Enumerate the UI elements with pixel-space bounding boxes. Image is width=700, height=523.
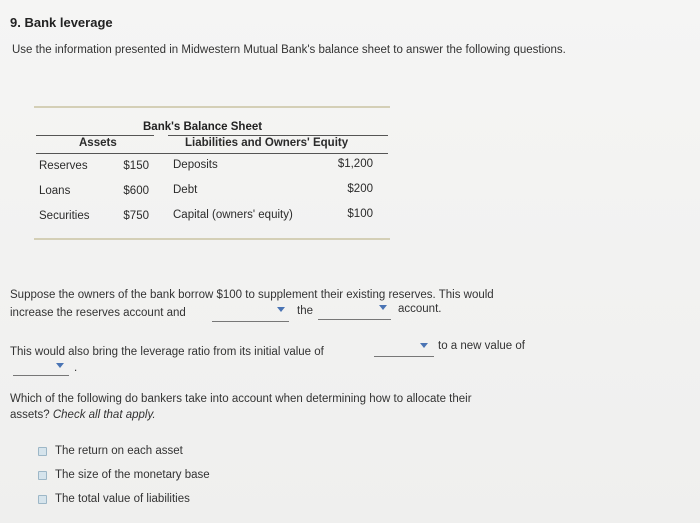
balance-sheet-header-rule: [36, 153, 388, 154]
question-intro: Use the information presented in Midwestern Mutual Bank's balance sheet to answer the following questions.: [12, 44, 566, 56]
part3-question-line2: [10, 409, 156, 421]
liability-label: Capital (owners' equity): [173, 209, 293, 221]
asset-label: Loans: [39, 185, 71, 197]
checkbox-option[interactable]: [38, 493, 190, 505]
checkbox-option-label: The size of the monetary base: [55, 469, 210, 481]
balance-sheet-bottom-rule: [34, 238, 390, 240]
part1-line1: Suppose the owners of the bank borrow $100 to supplement their existing reserves. This would: [10, 289, 494, 301]
part1-end-word: account.: [398, 303, 442, 315]
dropdown-underline: [374, 356, 434, 357]
liability-label: Debt: [173, 184, 198, 196]
part3-question-line2-start: assets?: [10, 409, 50, 421]
part3-question-line1: Which of the following do bankers take into account when determining how to allocate their: [10, 393, 472, 405]
asset-value: $150: [123, 160, 149, 172]
chevron-down-icon[interactable]: [379, 305, 387, 310]
chevron-down-icon[interactable]: [277, 307, 285, 312]
asset-value: $750: [123, 210, 149, 222]
checkbox-option-label: The total value of liabilities: [55, 493, 190, 505]
part2-text-start: This would also bring the leverage ratio from its initial value of: [10, 346, 324, 358]
chevron-down-icon[interactable]: [420, 343, 428, 348]
asset-label: Reserves: [39, 160, 88, 172]
dropdown-underline: [13, 375, 69, 376]
assets-header: Assets: [79, 137, 117, 149]
checkbox[interactable]: [38, 447, 47, 456]
balance-sheet-title-underline-right: [168, 135, 388, 136]
balance-sheet-title: Bank's Balance Sheet: [143, 121, 263, 133]
balance-sheet-title-underline-left: [36, 135, 154, 136]
checkbox[interactable]: [38, 471, 47, 480]
liability-value: $200: [347, 183, 373, 195]
part2-period: .: [74, 362, 78, 374]
liability-label: Deposits: [173, 159, 218, 171]
checkbox-option[interactable]: [38, 445, 183, 457]
checkbox[interactable]: [38, 495, 47, 504]
question-title: 9. Bank leverage: [10, 15, 113, 30]
balance-sheet-top-rule: [34, 106, 390, 108]
part1-line2-start: increase the reserves account and: [10, 307, 186, 319]
liabilities-header: Liabilities and Owners' Equity: [185, 137, 349, 149]
checkbox-option[interactable]: [38, 469, 210, 481]
part2-text-mid: to a new value of: [438, 340, 525, 352]
dropdown-underline: [212, 321, 289, 322]
dropdown-underline: [318, 319, 391, 320]
part1-mid-word: the: [297, 305, 313, 317]
chevron-down-icon[interactable]: [56, 363, 64, 368]
asset-label: Securities: [39, 210, 90, 222]
part3-instruction: Check all that apply.: [52, 409, 156, 421]
checkbox-option-label: The return on each asset: [55, 445, 183, 457]
asset-value: $600: [123, 185, 149, 197]
liability-value: $1,200: [337, 158, 373, 170]
liability-value: $100: [347, 208, 373, 220]
